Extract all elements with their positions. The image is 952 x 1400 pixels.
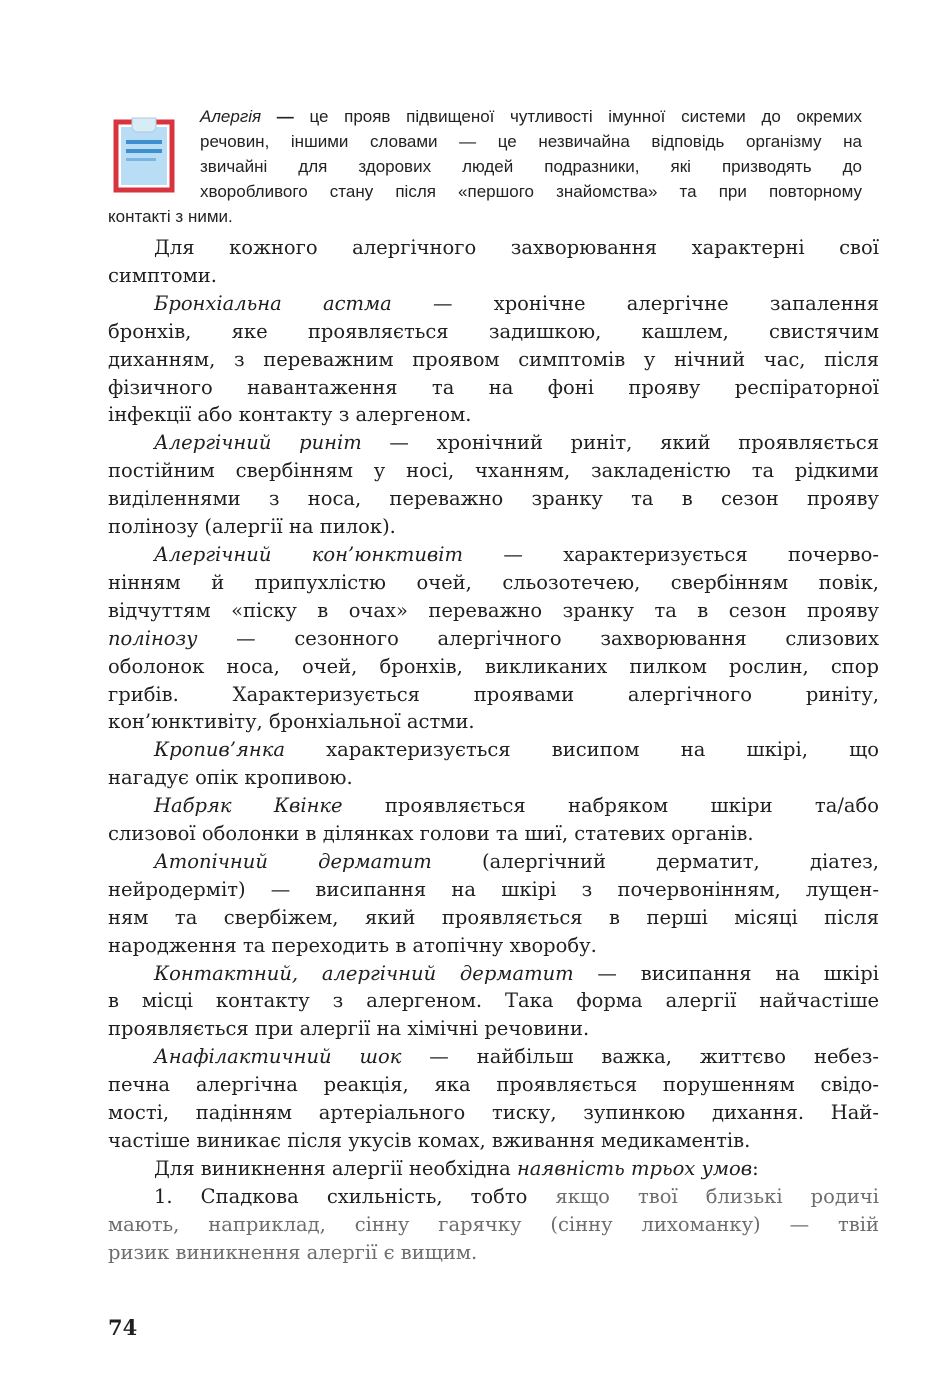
- term-urticaria: Кропив’янка: [154, 738, 286, 762]
- term-anaphylactic-shock: Анафілактичний шок: [154, 1045, 402, 1069]
- term-pollinosis: полінозу: [108, 626, 198, 650]
- term-bronchial-asthma: Бронхіальна астма: [154, 291, 392, 315]
- paragraph-allergic-rhinitis: Алергічний риніт — хронічний риніт, який проявляється постійним свербінням у носі, чханням, закладеністю та рідкими виділеннями з носа, переважно зранку та в сезон прояву полінозу (алергії на пилок).: [108, 431, 880, 539]
- term-quincke-edema: Набряк Квінке: [154, 794, 343, 818]
- definition-line: хворобливого стану після «першого знайомства» та при повторному: [200, 182, 862, 201]
- paragraph-anaphylactic-shock: Анафілактичний шок — найбільш важка, життєво небез- печна алергічна реакція, яка проявляється порушенням свідо- мості, падінням артеріального тиску, зупинкою дихання. Най- частіше виникає після укусів комах, вживання медикаментів.: [108, 1045, 879, 1152]
- definition-line: речовин, іншими словами — це незвичайна відповідь організму на: [200, 132, 862, 151]
- term-allergic-conjunctivitis: Алергічний кон’юнктивіт: [154, 542, 463, 566]
- definition-term: Алергія: [200, 107, 262, 126]
- term-allergic-rhinitis: Алергічний риніт: [154, 431, 362, 455]
- definition-line: звичайні для здорових людей подразники, які призводять до: [200, 157, 862, 176]
- page-number: 74: [108, 1315, 138, 1340]
- definition-line: контакті з ними.: [108, 207, 233, 226]
- term-contact-dermatitis: Контактний, алергічний дерматит: [154, 961, 574, 985]
- paragraph-symptoms-intro: Для кожного алергічного захворювання характерні свої симптоми.: [108, 236, 879, 287]
- paragraph-allergic-conjunctivitis: Алергічний кон’юнктивіт — характеризується почерво- нінням й припухлістю очей, сльозотечею, свербінням повік, відчуттям «піску в очах» переважно зранку та в сезон прояву полінозу — сезонного алергічного захворювання слизових оболонок носа, очей, бронхів, викликаних пилком рослин, спор грибів. Характеризується проявами алергічного риніту, кон’юнктивіту, бронхіальної астми.: [108, 542, 879, 734]
- paragraph-quincke-edema: Набряк Квінке проявляється набряком шкіри та/або слизової оболонки в ділянках голови та шиї, статевих органів.: [108, 794, 879, 846]
- paragraph-urticaria: Кропив’янка характеризується висипом на шкірі, що нагадує опік кропивою.: [108, 738, 879, 790]
- term-atopic-dermatitis: Атопічний дерматит: [154, 849, 432, 873]
- body-text: [108, 234, 879, 1267]
- allergy-definition: [108, 104, 862, 229]
- paragraph-contact-dermatitis: Контактний, алергічний дерматит — висипання на шкірі в місці контакту з алергеном. Така форма алергії найчастіше проявляється при алергії на хімічні речовини.: [108, 961, 880, 1041]
- paragraph-hereditary-predisposition: 1. Спадкова схильність, тобто якщо твої близькі родичі мають, наприклад, сінну гарячку (сінну лихоманку) — твій ризик виникнення алергії є вищим.: [108, 1184, 880, 1264]
- paragraph-three-conditions: Для виникнення алергії необхідна наявність трьох умов:: [154, 1156, 759, 1180]
- paragraph-atopic-dermatitis: Атопічний дерматит (алергічний дерматит, діатез, нейродерміт) — висипання на шкірі з почервонінням, лущен- ням та свербіжем, який проявляється в перші місяці після народження та переходить в атопічну хворобу.: [108, 849, 879, 957]
- definition-line: Алергія — це прояв підвищеної чутливості імунної системи до окремих: [200, 107, 863, 126]
- term-three-conditions: наявність трьох умов: [516, 1156, 753, 1180]
- paragraph-bronchial-asthma: Бронхіальна астма — хронічне алергічне запалення бронхів, яке проявляється задишкою, кашлем, свистячим диханням, з переважним проявом симптомів у нічний час, після фізичного навантаження та на фоні прояву респіраторної інфекції або контакту з алергеном.: [108, 291, 879, 427]
